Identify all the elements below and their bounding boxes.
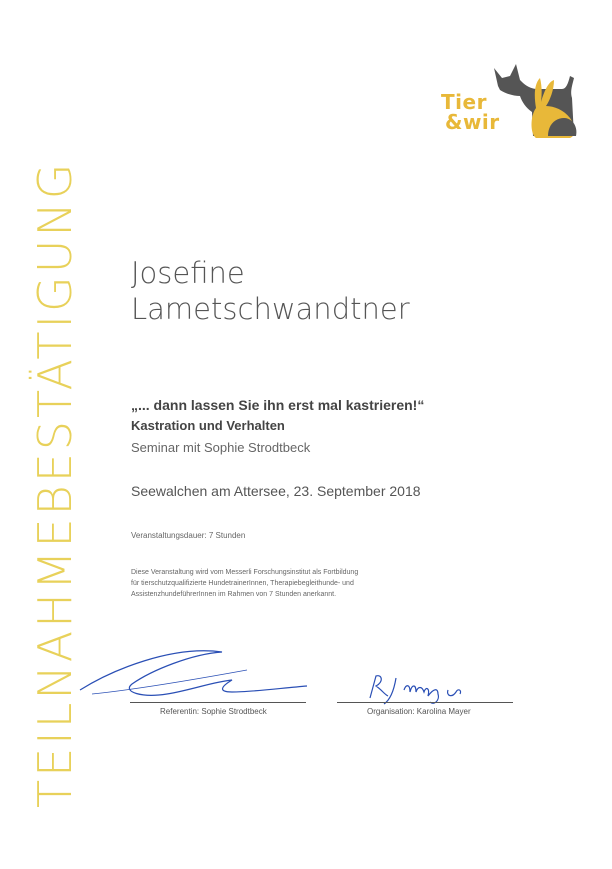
participant-first-name: Josefine [131, 256, 245, 290]
event-quote: „... dann lassen Sie ihn erst mal kastrieren!“ [131, 397, 425, 413]
vertical-title: TEILNAHMEBESTÄTIGUNG [28, 160, 82, 808]
logo-line-2: &wir [445, 110, 500, 134]
referent-signature [72, 640, 322, 710]
logo-line-1: Tier [441, 90, 487, 114]
logo-text [441, 92, 500, 132]
recognition-note [131, 567, 431, 600]
referent-signature-line [130, 702, 306, 703]
event-duration: Veranstaltungsdauer: 7 Stunden [131, 531, 246, 540]
organizer-signature-line [337, 702, 513, 703]
event-seminar: Seminar mit Sophie Strodtbeck [131, 440, 311, 455]
recognition-line-2: für tierschutzqualifizierte HundetrainerInnen, Therapiebegleithunde- und [131, 580, 354, 587]
participant-last-name: Lametschwandtner [131, 292, 410, 326]
organizer-signature [360, 670, 480, 710]
event-place-date: Seewalchen am Attersee, 23. September 2018 [131, 483, 421, 499]
event-title: Kastration und Verhalten [131, 418, 285, 433]
organizer-label: Organisation: Karolina Mayer [367, 707, 471, 716]
referent-label: Referentin: Sophie Strodtbeck [160, 707, 267, 716]
recognition-line-1: Diese Veranstaltung wird vom Messerli Forschungsinstitut als Fortbildung [131, 569, 359, 576]
participant-name [131, 255, 410, 327]
recognition-line-3: AssistenzhundeführerInnen im Rahmen von 7 Stunden anerkannt. [131, 591, 337, 598]
